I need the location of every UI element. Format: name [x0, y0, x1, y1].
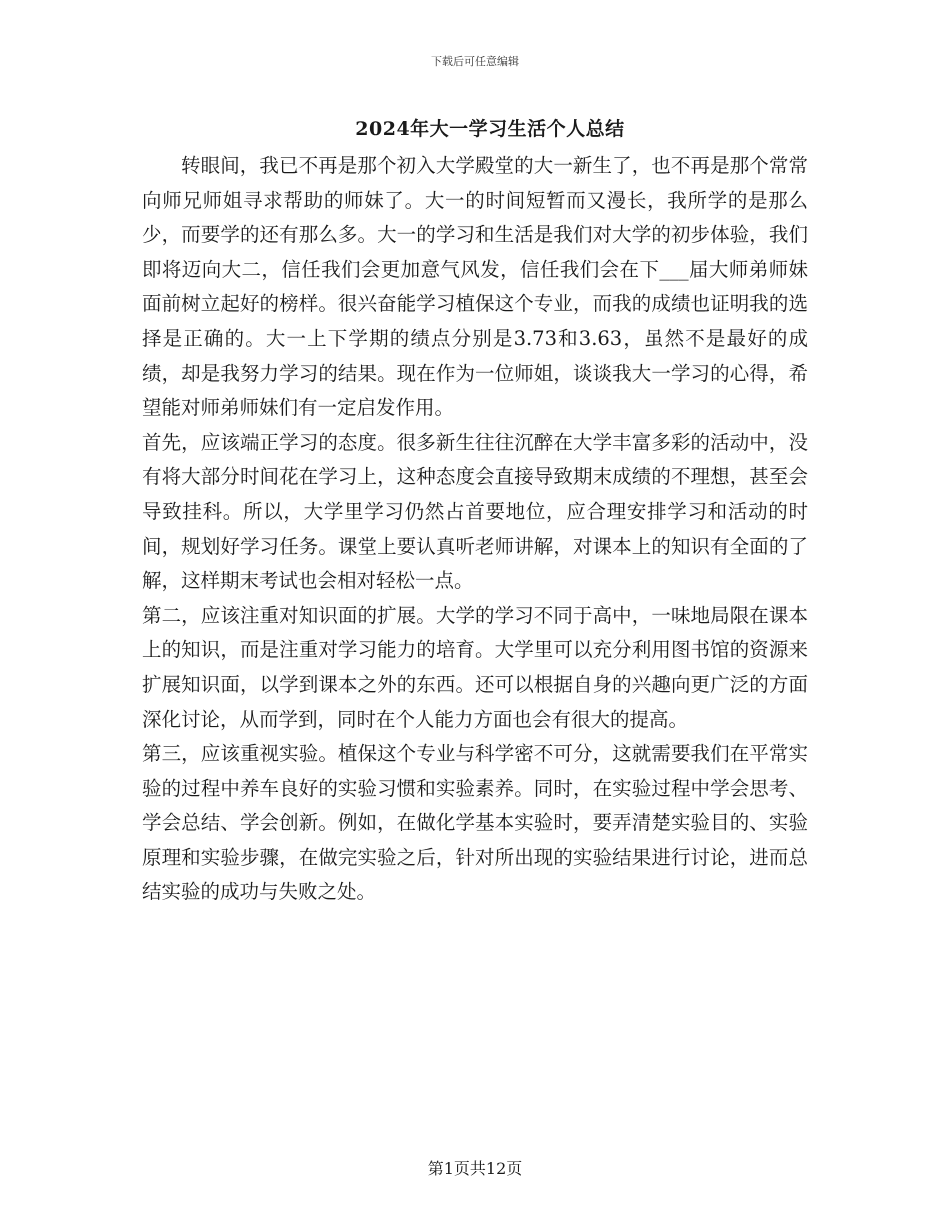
header-note: 下载后可任意编辑 — [431, 55, 519, 68]
paragraph-third-point: 第三，应该重视实验。植保这个专业与科学密不可分，这就需要我们在平常实验的过程中养车良好的实验习惯和实验素养。同时，在实验过程中学会思考、学会总结、学会创新。例如，在做化学基本实验时，要弄清楚实验目的、实验原理和实验步骤，在做完实验之后，针对所出现的实验结果进行讨论，进而总结实验的成功与失败之处。 — [142, 742, 808, 904]
paragraph-second-point: 第二，应该注重对知识面的扩展。大学的学习不同于高中，一味地局限在课本上的知识，而是注重对学习能力的培育。大学里可以充分利用图书馆的资源来扩展知识面，以学到课本之外的东西。还可以根据自身的兴趣向更广泛的方面深化讨论，从而学到，同时在个人能力方面也会有很大的提高。 — [142, 603, 808, 731]
document-body — [142, 149, 808, 910]
paragraph-first-point: 首先，应该端正学习的态度。很多新生往往沉醉在大学丰富多彩的活动中，没有将大部分时间花在学习上，这种态度会直接导致期末成绩的不理想，甚至会导致挂科。所以，大学里学习仍然占首要地位，应合理安排学习和活动的时间，规划好学习任务。课堂上要认真听老师讲解，对课本上的知识有全面的了解，这样期末考试也会相对轻松一点。 — [142, 430, 808, 593]
document-title: 2024年大一学习生活个人总结 — [355, 118, 625, 140]
page-number: 第1页共12页 — [427, 1159, 523, 1178]
paragraph-intro: 转眼间，我已不再是那个初入大学殿堂的大一新生了，也不再是那个常常向师兄师姐寻求帮助的师妹了。大一的时间短暂而又漫长，我所学的是那么少，而要学的还有那么多。大一的学习和生活是我们对大学的初步体验，我们即将迈向大二，信任我们会更加意气风发，信任我们会在下___届大师弟师妹面前树立起好的榜样。很兴奋能学习植保这个专业，而我的成绩也证明我的选择是正确的。大一上下学期的绩点分别是3.73和3.63，虽然不是最好的成绩，却是我努力学习的结果。现在作为一位师姐，谈谈我大一学习的心得，希望能对师弟师妹们有一定启发作用。 — [142, 154, 808, 420]
